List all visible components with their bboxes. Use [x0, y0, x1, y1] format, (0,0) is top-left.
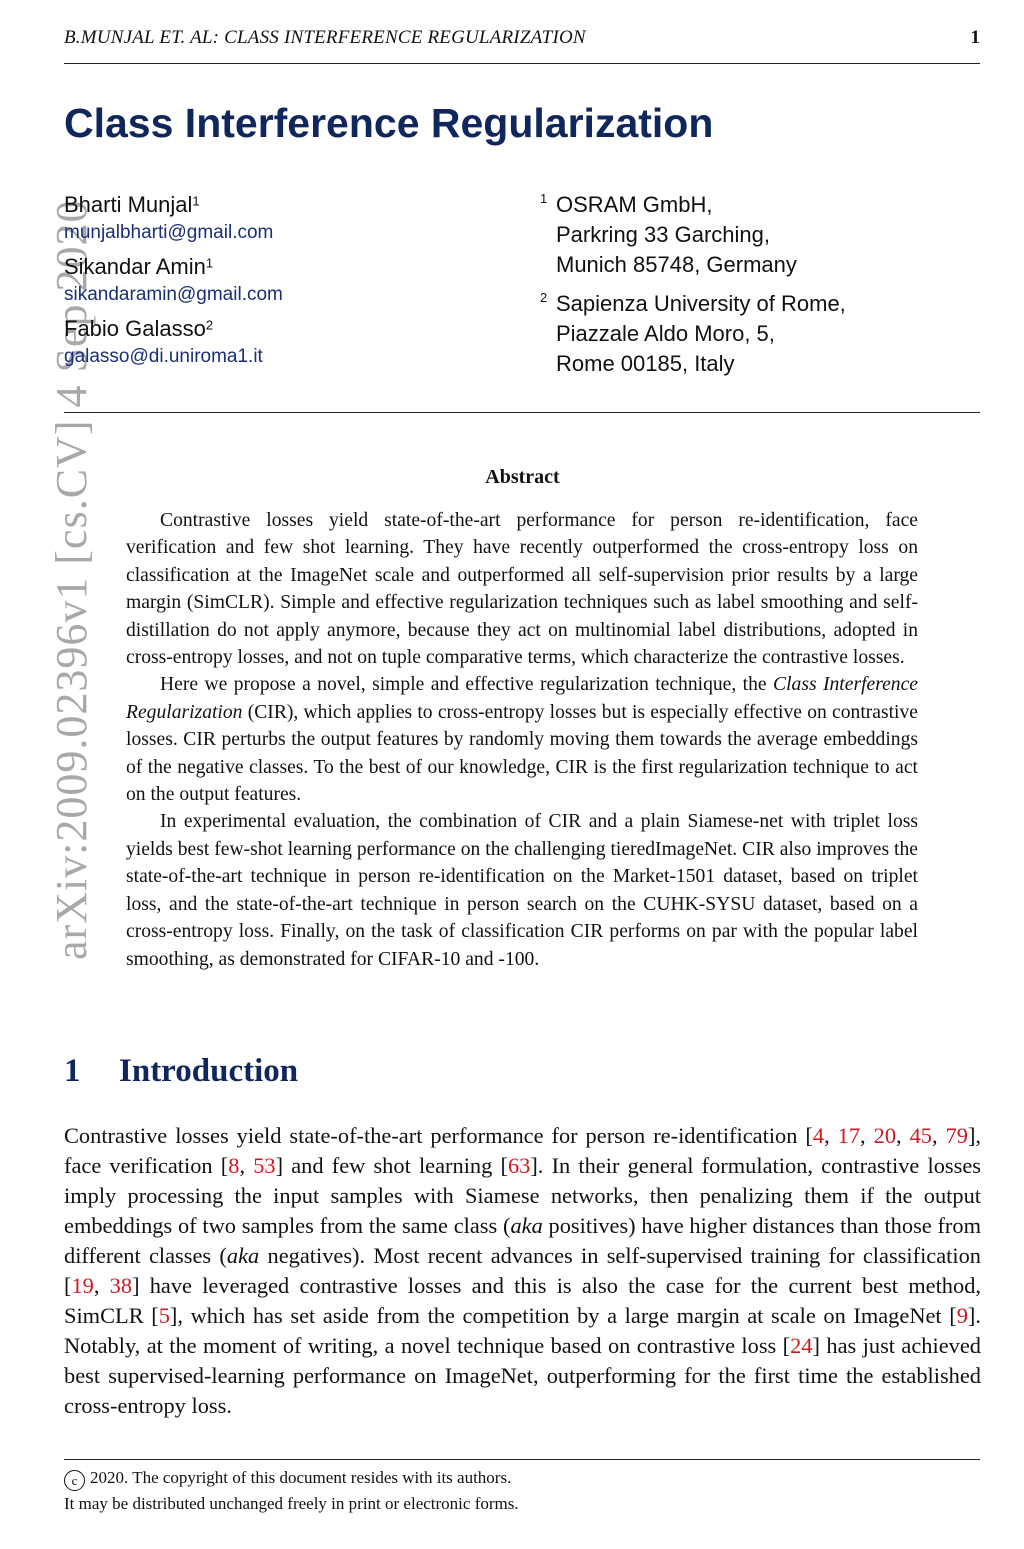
abstract-body — [126, 507, 918, 973]
affiliation-line: Parkring 33 Garching, — [556, 222, 770, 247]
emphasis-text: aka — [510, 1213, 543, 1238]
affiliation-line: Piazzale Aldo Moro, 5, — [556, 321, 775, 346]
author-list — [64, 190, 504, 376]
citation-link[interactable]: 19 — [71, 1273, 94, 1298]
abstract-heading: Abstract — [485, 466, 560, 488]
affiliation-entry — [540, 190, 980, 280]
footnote-text: 2020. The copyright of this document resides with its authors. — [90, 1468, 512, 1487]
affiliation-mark: 2 — [540, 290, 548, 305]
copyright-footnote — [64, 1465, 519, 1516]
abstract-text: Here we propose a novel, simple and effective regularization technique, the — [160, 674, 774, 696]
author-name: Sikandar Amin — [64, 254, 206, 279]
citation-link[interactable]: 45 — [909, 1123, 932, 1148]
page-number: 1 — [970, 27, 980, 48]
body-text: ], face verification [ — [64, 1123, 982, 1178]
separator: , — [931, 1123, 946, 1148]
body-text: ], which has set aside from the competition by a large margin at scale on ImageNet [ — [169, 1303, 957, 1328]
footnote-divider — [64, 1459, 980, 1460]
abstract-text: (CIR), which applies to cross-entropy losses but is especially effective on contrastive losses. CIR perturbs the output features by randomly moving them towards the average embeddings of the negative classes. To the best of our knowledge, CIR is the first regularization technique to act on the output features. — [126, 701, 918, 806]
author-email[interactable]: galasso@di.uniroma1.it — [64, 346, 263, 367]
author-affil-mark: 1 — [192, 193, 200, 209]
copyright-icon: c — [64, 1470, 85, 1491]
citation-link[interactable]: 20 — [873, 1123, 897, 1148]
author-affil-mark: 2 — [205, 317, 214, 333]
affiliation-mark: 1 — [540, 191, 548, 206]
affiliation-line: Sapienza University of Rome, — [556, 291, 846, 316]
separator: , — [93, 1273, 110, 1298]
author-affil-mark: 1 — [205, 255, 214, 271]
emphasis-text: aka — [226, 1243, 260, 1268]
author-entry — [64, 190, 504, 246]
body-text: Contrastive losses yield state-of-the-art performance for person re-identification [ — [64, 1123, 813, 1148]
separator: , — [860, 1123, 874, 1148]
separator: , — [239, 1153, 254, 1178]
affiliation-line: Rome 00185, Italy — [556, 351, 735, 376]
separator: , — [896, 1123, 910, 1148]
citation-link[interactable]: 79 — [945, 1123, 968, 1148]
section-title: Introduction — [119, 1053, 299, 1089]
citation-link[interactable]: 9 — [956, 1303, 968, 1328]
body-text: positives) have higher distances than those from different classes ( — [64, 1213, 981, 1268]
body-text: ]. Notably, at the moment of writing, a novel technique based on contrastive loss [ — [64, 1303, 981, 1358]
title-divider — [64, 412, 980, 413]
affiliation-line: OSRAM GmbH, — [556, 192, 713, 217]
citation-link[interactable]: 8 — [228, 1153, 240, 1178]
intro-paragraph — [64, 1121, 981, 1421]
section-heading-introduction — [64, 1053, 298, 1090]
section-number: 1 — [64, 1053, 81, 1089]
arxiv-stamp: arXiv:2009.02396v1 [cs.CV] 4 Sep 2020 — [47, 199, 96, 960]
citation-link[interactable]: 5 — [158, 1303, 170, 1328]
author-name: Bharti Munjal — [64, 192, 193, 217]
citation-link[interactable]: 17 — [837, 1123, 861, 1148]
separator: , — [824, 1123, 838, 1148]
running-title: B.MUNJAL ET. AL: CLASS INTERFERENCE REGULARIZATION — [64, 27, 586, 48]
citation-link[interactable]: 53 — [253, 1153, 276, 1178]
affiliation-line: Munich 85748, Germany — [556, 252, 797, 277]
body-text: negatives). Most recent advances in self-supervised training for classification [ — [64, 1243, 982, 1298]
body-text: ] has just achieved best supervised-learning performance on ImageNet, outperforming for the first time the established cross-entropy loss. — [64, 1333, 981, 1418]
citation-link[interactable]: 63 — [507, 1153, 531, 1178]
citation-link[interactable]: 38 — [109, 1273, 133, 1298]
footnote-line — [64, 1465, 519, 1491]
author-email[interactable]: sikandaramin@gmail.com — [64, 284, 283, 305]
body-text: ]. In their general formulation, contrastive losses imply processing the input samples with Siamese networks, then penalizing them if the output embeddings of two samples from the same class ( — [64, 1153, 981, 1238]
author-entry — [64, 314, 504, 370]
body-text: ] have leveraged contrastive losses and this is also the case for the current best method, SimCLR [ — [64, 1273, 981, 1328]
abstract-paragraph: Contrastive losses yield state-of-the-art performance for person re-identification, face verification and few shot learning. They have recently outperformed the cross-entropy loss on classification at the ImageNet scale and outperformed all self-supervision prior results by a large margin (SimCLR). Simple and effective regularization techniques such as label smoothing and self-distillation do not apply anymore, because they act on multinomial label distributions, adopted in cross-entropy losses, and not on tuple comparative terms, which characterize the contrastive losses. — [126, 510, 918, 669]
citation-link[interactable]: 4 — [812, 1123, 825, 1148]
abstract-paragraph: In experimental evaluation, the combination of CIR and a plain Siamese-net with triplet loss yields best few-shot learning performance on the challenging tieredImageNet. CIR also improves the state-of-the-art technique in person re-identification on the Market-1501 dataset, based on triplet loss, and the state-of-the-art technique in person search on the CUHK-SYSU dataset, based on a cross-entropy loss. Finally, on the task of classification CIR performs on par with the popular label smoothing, as demonstrated for CIFAR-10 and -100. — [126, 811, 918, 970]
affiliation-list — [540, 190, 980, 388]
abstract-paragraph — [126, 671, 918, 808]
affiliation-entry — [540, 289, 980, 379]
paper-title: Class Interference Regularization — [64, 100, 714, 146]
author-email[interactable]: munjalbharti@gmail.com — [64, 222, 274, 243]
footnote-line: It may be distributed unchanged freely in print or electronic forms. — [64, 1494, 519, 1513]
running-header — [64, 27, 980, 64]
author-entry — [64, 252, 504, 308]
citation-link[interactable]: 24 — [790, 1333, 813, 1358]
abstract-emphasis: Class Interference Regularization — [126, 674, 918, 723]
body-text: ] and few shot learning [ — [275, 1153, 508, 1178]
author-name: Fabio Galasso — [64, 316, 206, 341]
